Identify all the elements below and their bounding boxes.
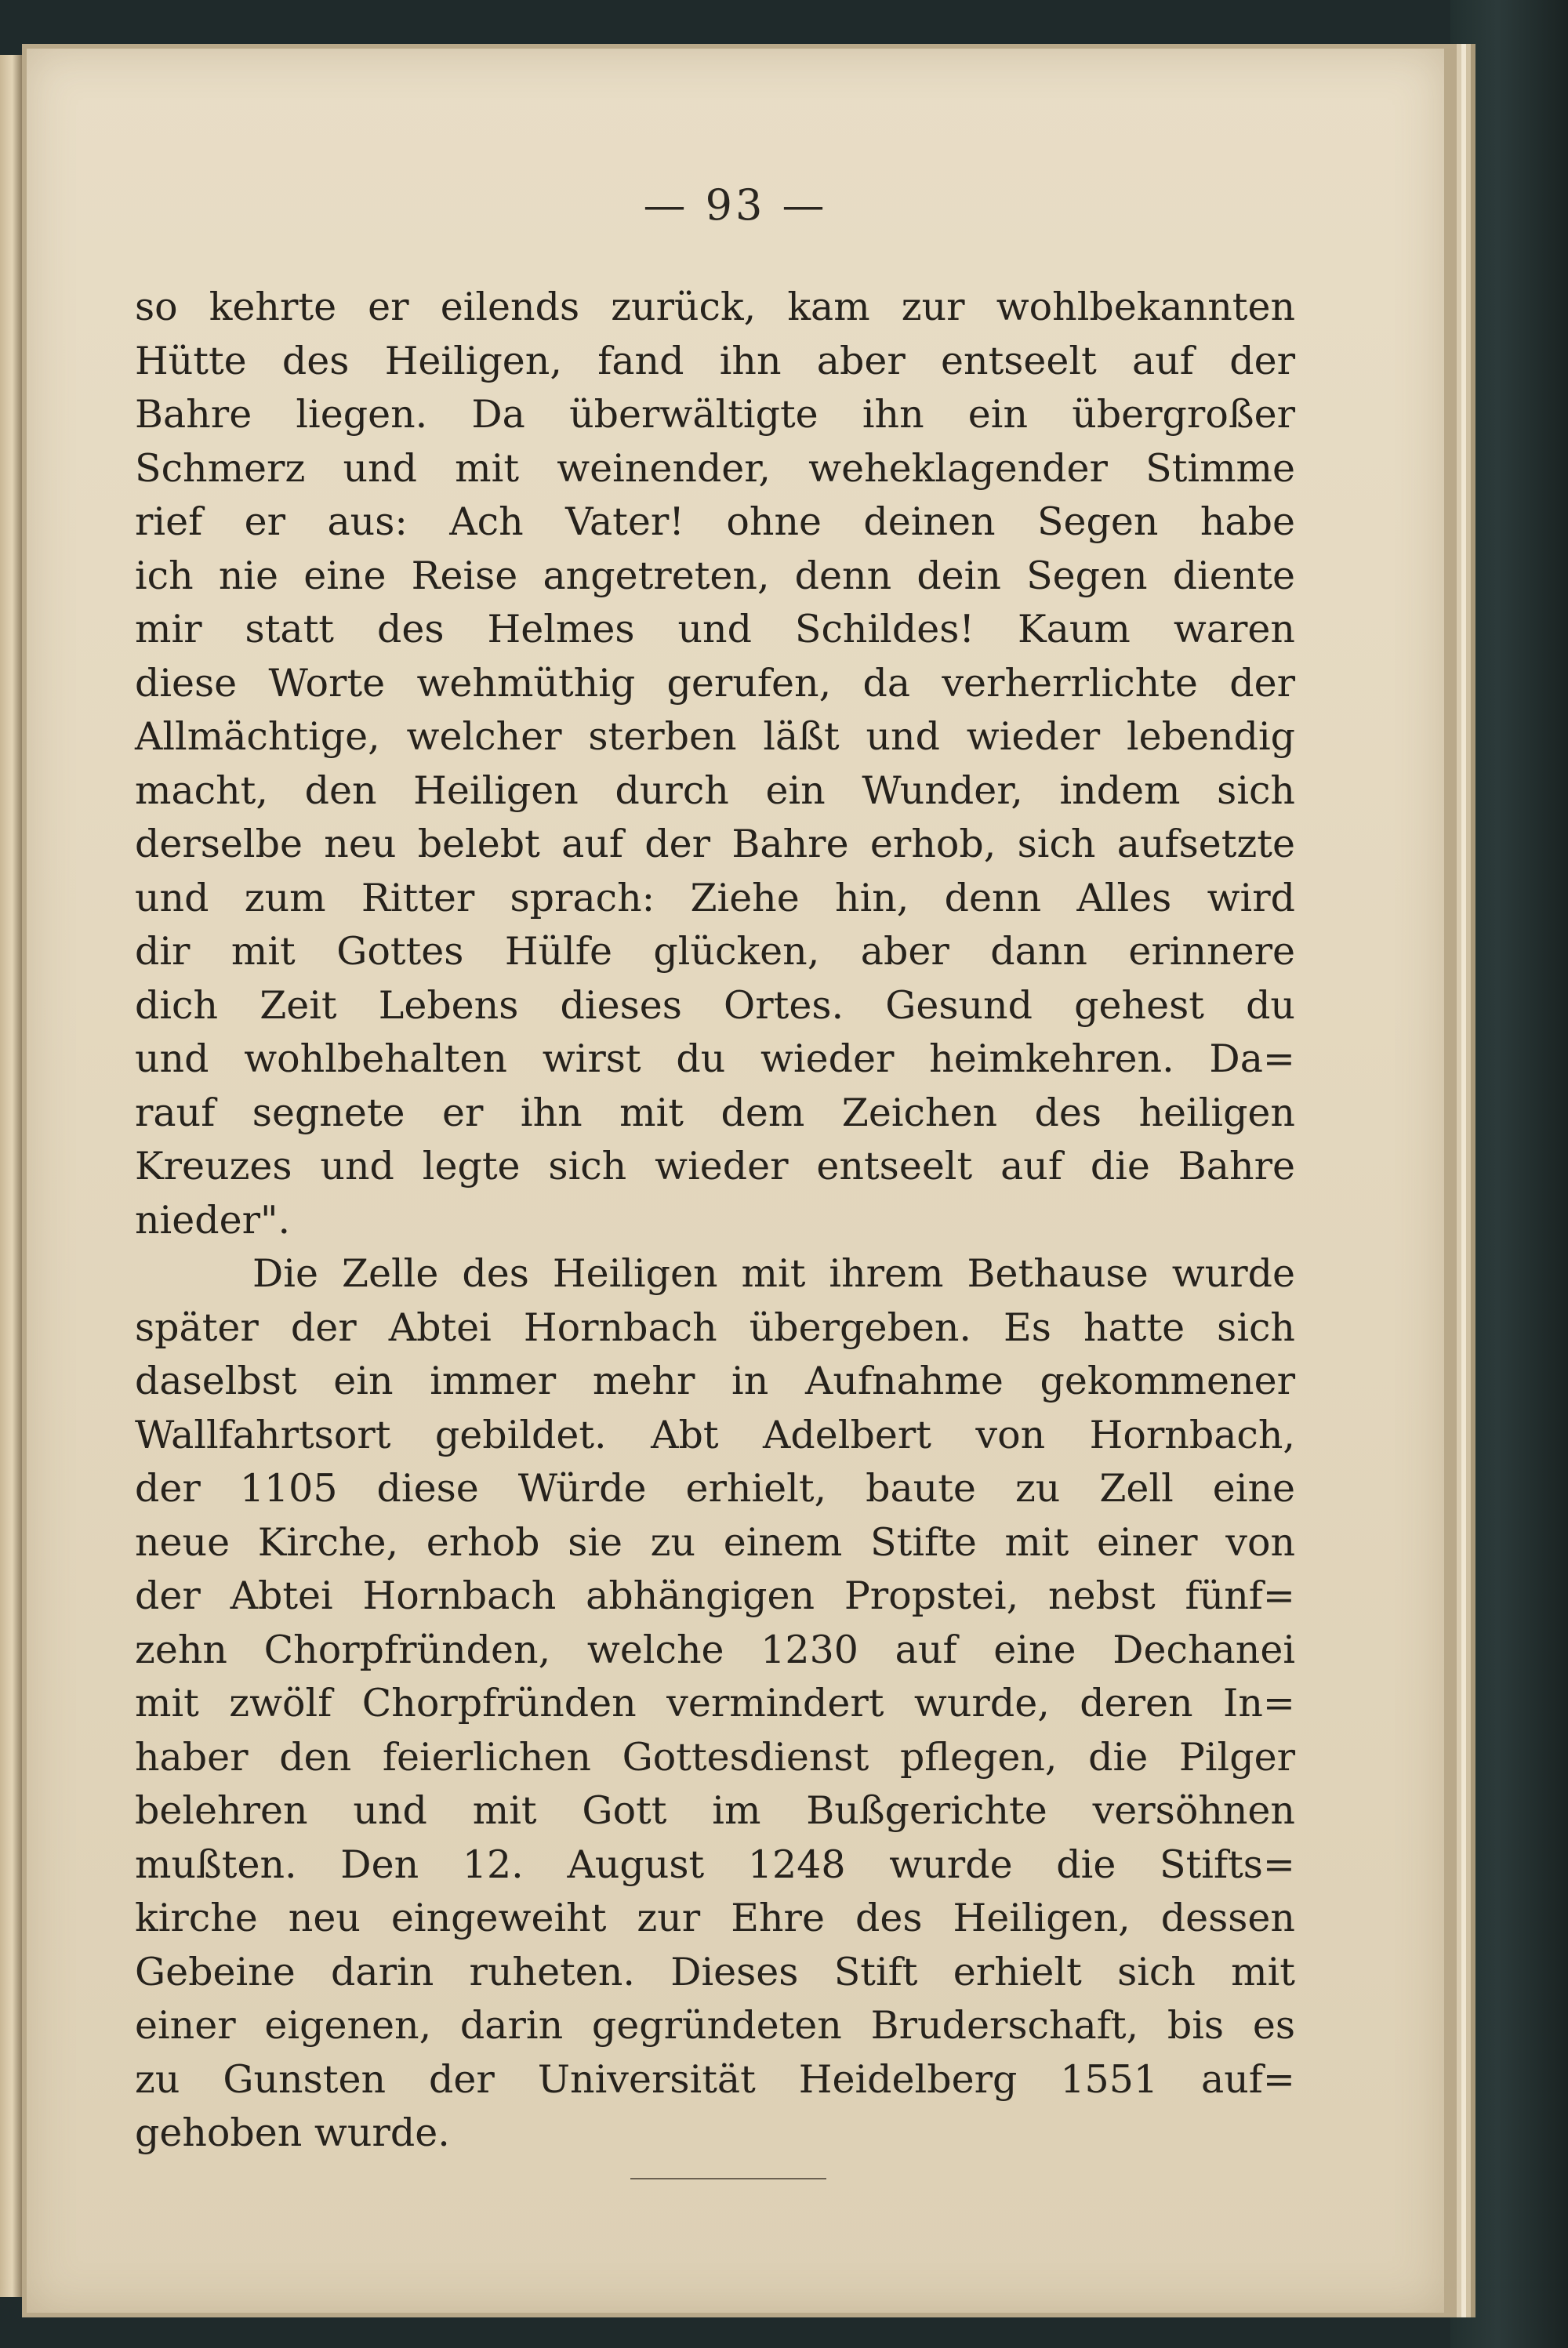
text-line: Schmerz und mit weinender, weheklagender Stimme <box>135 445 1295 491</box>
text-line: der 1105 diese Würde erhielt, baute zu Zell eine <box>135 1466 1295 1511</box>
body-text <box>135 281 1295 2161</box>
text-line: dich Zeit Lebens dieses Ortes. Gesund gehest du <box>135 982 1295 1028</box>
text-line: Die Zelle des Heiligen mit ihrem Bethause wurde <box>252 1251 1295 1296</box>
facing-page-edge <box>0 55 24 2297</box>
text-line: ich nie eine Reise angetreten, denn dein Segen diente <box>135 553 1295 598</box>
text-line: einer eigenen, darin gegründeten Bruderschaft, bis es <box>135 2003 1295 2048</box>
text-line: macht, den Heiligen durch ein Wunder, indem sich <box>135 768 1295 813</box>
text-line: derselbe neu belebt auf der Bahre erhob, sich aufsetzte <box>135 822 1295 866</box>
text-line: Allmächtige, welcher sterben läßt und wieder lebendig <box>135 714 1295 759</box>
text-line: Bahre liegen. Da überwältigte ihn ein übergroßer <box>135 392 1295 437</box>
text-line: gehoben wurde. <box>135 2110 450 2155</box>
text-line: so kehrte er eilends zurück, kam zur wohlbekannten <box>135 285 1295 329</box>
text-line: mit zwölf Chorpfründen vermindert wurde, deren In= <box>135 1681 1295 1726</box>
text-line: belehren und mit Gott im Bußgerichte versöhnen <box>135 1788 1295 1833</box>
text-line: Gebeine darin ruheten. Dieses Stift erhielt sich mit <box>135 1949 1295 1994</box>
page-number: — 93 — <box>643 180 828 230</box>
text-line: Wallfahrtsort gebildet. Abt Adelbert von Hornbach, <box>135 1412 1295 1457</box>
text-line: rauf segnete er ihn mit dem Zeichen des heiligen <box>135 1090 1295 1135</box>
text-line: später der Abtei Hornbach übergeben. Es hatte sich <box>135 1305 1295 1350</box>
text-line: diese Worte wehmüthig gerufen, da verherrlichte der <box>135 660 1295 706</box>
text-line: mußten. Den 12. August 1248 wurde die Stifts= <box>135 1842 1295 1887</box>
book-cover-board <box>1450 0 1568 2348</box>
text-line: und wohlbehalten wirst du wieder heimkehren. Da= <box>135 1036 1295 1081</box>
text-line: zehn Chorpfründen, welche 1230 auf eine Dechanei <box>135 1627 1295 1672</box>
text-line: zu Gunsten der Universität Heidelberg 1551 auf= <box>135 2056 1295 2102</box>
text-line: neue Kirche, erhob sie zu einem Stifte mit einer von <box>135 1519 1295 1565</box>
text-line: kirche neu eingeweiht zur Ehre des Heiligen, dessen <box>135 1896 1295 1940</box>
text-line: nieder". <box>135 1197 291 1243</box>
text-line: rief er aus: Ach Vater! ohne deinen Segen habe <box>135 499 1295 544</box>
text-line: daselbst ein immer mehr in Aufnahme gekommener <box>135 1359 1295 1403</box>
text-line: der Abtei Hornbach abhängigen Propstei, nebst fünf= <box>135 1573 1295 1618</box>
text-line: haber den feierlichen Gottesdienst pflegen, die Pilger <box>135 1734 1295 1780</box>
text-line: Hütte des Heiligen, fand ihn aber entseelt auf der <box>135 338 1295 383</box>
text-line: Kreuzes und legte sich wieder entseelt auf die Bahre <box>135 1144 1295 1189</box>
text-line: und zum Ritter sprach: Ziehe hin, denn Alles wird <box>135 875 1295 920</box>
text-line: dir mit Gottes Hülfe glücken, aber dann erinnere <box>135 929 1295 974</box>
text-line: mir statt des Helmes und Schildes! Kaum waren <box>135 607 1295 651</box>
book-page <box>27 49 1444 2313</box>
end-rule-divider <box>630 2178 826 2179</box>
